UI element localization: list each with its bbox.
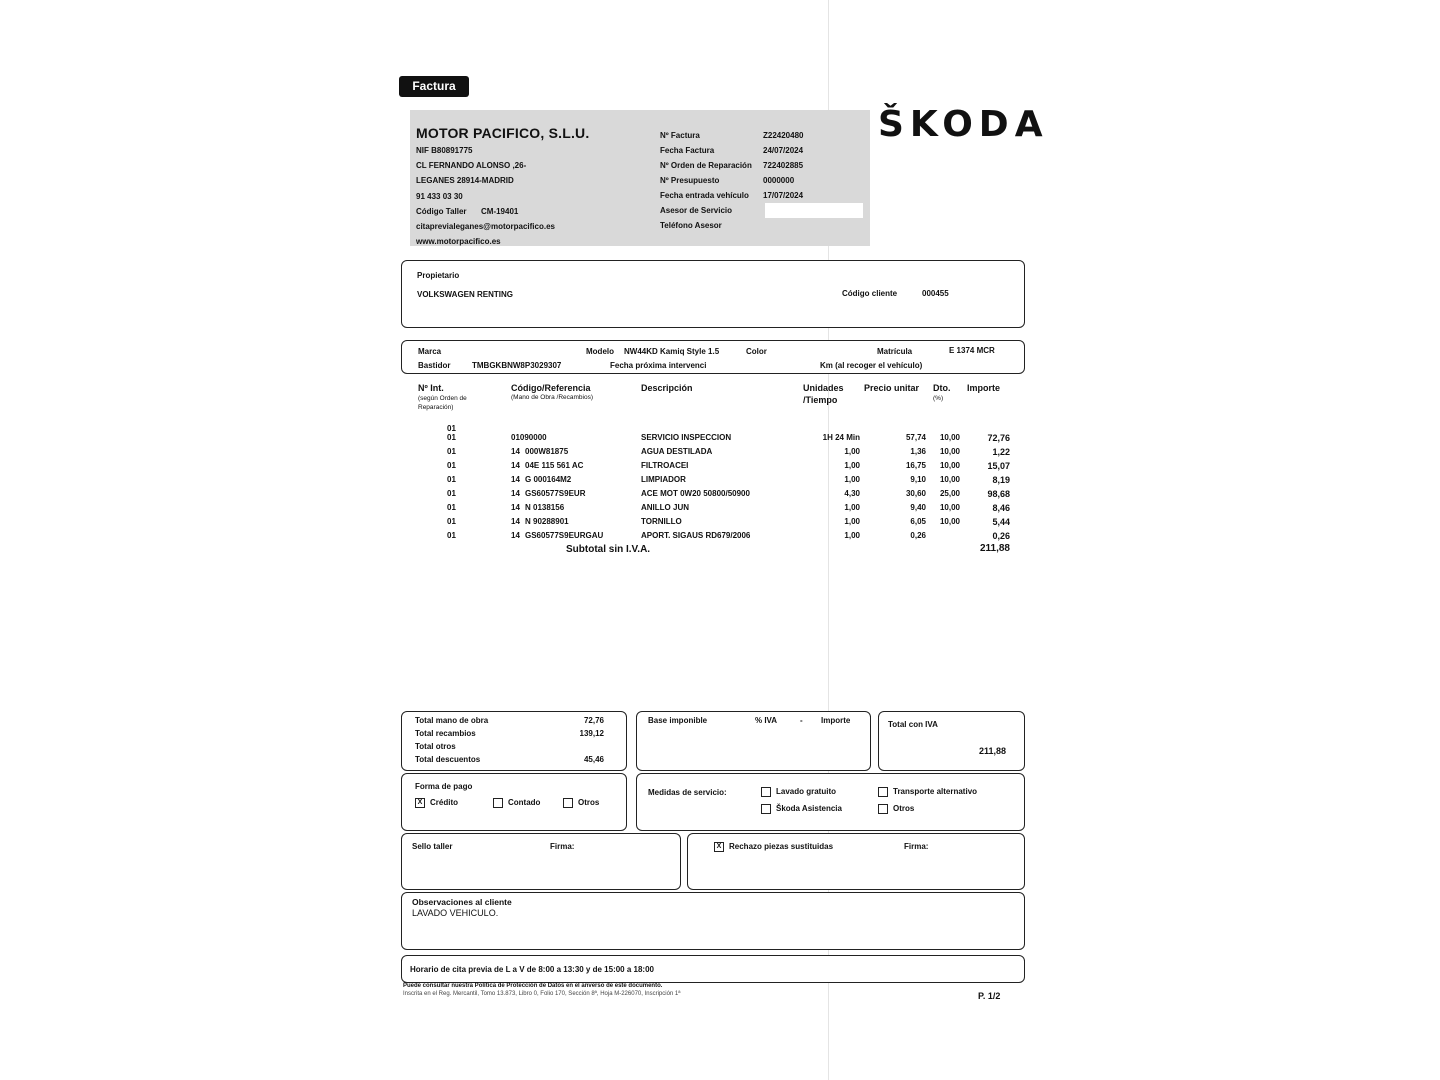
checkbox-checked-icon[interactable]: X <box>714 842 724 852</box>
observations-text: LAVADO VEHICULO. <box>412 908 499 918</box>
privacy-notice: Puede consultar nuestra Política de Protección de Datos en el anverso de este documento. <box>403 983 663 989</box>
subtotal-value: 211,88 <box>979 543 1010 554</box>
labor-total-label: Total mano de obra <box>415 716 489 725</box>
skoda-logo: ŠKODA <box>878 104 1049 145</box>
observations-label: Observaciones al cliente <box>412 897 512 907</box>
color-label: Color <box>746 347 767 356</box>
totals-box <box>401 711 627 771</box>
workshop-code-label: Código Taller <box>416 207 467 216</box>
km-label: Km (al recoger el vehículo) <box>820 361 923 370</box>
plate-value: E 1374 MCR <box>949 346 995 355</box>
document-type-badge: Factura <box>399 76 469 97</box>
parts-rejection-box <box>687 833 1025 890</box>
col-header-discount: Dto. <box>933 383 951 393</box>
rejection-signature-label: Firma: <box>904 842 929 851</box>
table-row: 01 14 N 0138156 ANILLO JUN 1,00 9,40 10,00 8,46 <box>447 503 1010 513</box>
model-label: Modelo <box>586 347 614 356</box>
company-address-line-1: CL FERNANDO ALONSO ,26- <box>416 161 527 170</box>
table-row: 01 14 G 000164M2 LIMPIADOR 1,00 9,10 10,00 8,19 <box>447 475 1010 485</box>
total-with-vat-value: 211,88 <box>978 746 1006 756</box>
model-value: NW44KD Kamiq Style 1.5 <box>624 347 720 356</box>
col-header-internal-number: Nº Int. <box>418 383 444 393</box>
company-name: MOTOR PACIFICO, S.L.U. <box>416 125 590 141</box>
next-service-label: Fecha próxima intervenci <box>610 361 707 370</box>
service-skoda-assistance-option[interactable]: Škoda Asistencia <box>761 804 842 814</box>
service-alt-transport-option[interactable]: Transporte alternativo <box>878 787 977 797</box>
registry-notice: Inscrita en el Reg. Mercantil, Tomo 13.873, Libro 0, Folio 170, Sección 8ª, Hoja M-226070, Inscripción 1ª <box>403 991 681 997</box>
col-header-discount-sub: (%) <box>933 395 944 402</box>
company-email: citaprevialeganes@motorpacifico.es <box>416 222 555 231</box>
vehicle-entry-date-label: Fecha entrada vehículo <box>660 191 749 200</box>
appointment-hours-text: Horario de cita previa de L a V de 8:00 a 13:30 y de 15:00 a 18:00 <box>410 965 654 974</box>
checkbox-icon[interactable] <box>761 804 771 814</box>
appointment-hours-box <box>401 955 1025 983</box>
checkbox-icon[interactable] <box>761 787 771 797</box>
company-phone: 91 433 03 30 <box>416 192 463 201</box>
plate-label: Matrícula <box>877 347 913 356</box>
service-measures-label: Medidas de servicio: <box>648 788 727 797</box>
col-header-internal-number-sub: (según Orden de Reparación) <box>418 395 467 411</box>
col-header-code: Código/Referencia <box>511 383 591 393</box>
table-row: 01 14 N 90288901 TORNILLO 1,00 6,05 10,00 5,44 <box>447 517 1010 527</box>
invoice-number-value: Z22420480 <box>763 131 804 140</box>
workshop-seal-box <box>401 833 681 890</box>
service-free-wash-option[interactable]: Lavado gratuito <box>761 787 836 797</box>
vehicle-entry-date-value: 17/07/2024 <box>763 191 804 200</box>
table-row: 01 14 GS60577S9EUR ACE MOT 0W20 50800/50900 4,30 30,60 25,00 98,68 <box>447 489 1010 499</box>
company-nif: NIF B80891775 <box>416 146 473 155</box>
observations-box <box>401 892 1025 950</box>
quote-number-value: 0000000 <box>763 176 795 185</box>
seal-signature-label: Firma: <box>550 842 575 851</box>
total-with-vat-box <box>878 711 1025 771</box>
table-row: 01 14 04E 115 561 AC FILTROACEI 1,00 16,75 10,00 15,07 <box>447 461 1010 471</box>
table-row: 01 01090000 SERVICIO INSPECCION 1H 24 Min 57,74 10,00 72,76 <box>447 433 1010 443</box>
discount-total-label: Total descuentos <box>415 755 481 764</box>
checkbox-icon[interactable] <box>878 787 888 797</box>
workshop-seal-label: Sello taller <box>412 842 453 851</box>
advisor-phone-label: Teléfono Asesor <box>660 221 722 230</box>
col-header-units: Unidades <box>803 383 844 393</box>
invoice-date-label: Fecha Factura <box>660 146 715 155</box>
company-website: www.motorpacifico.es <box>416 237 501 246</box>
vin-label: Bastidor <box>418 361 451 370</box>
checkbox-icon[interactable] <box>878 804 888 814</box>
payment-cash-option[interactable]: Contado <box>493 798 540 808</box>
checkbox-checked-icon[interactable]: X <box>415 798 425 808</box>
workshop-code-value: CM-19401 <box>481 207 519 216</box>
labor-total-value: 72,76 <box>583 716 604 725</box>
table-row: 01 14 GS60577S9EURGAU APORT. SIGAUS RD679/2006 1,00 0,26 0,26 <box>447 531 1010 541</box>
client-code-label: Código cliente <box>842 289 898 298</box>
col-header-description: Descripción <box>641 383 693 393</box>
payment-method-box <box>401 773 627 831</box>
service-other-option[interactable]: Otros <box>878 804 914 814</box>
subtotal-label: Subtotal sin I.V.A. <box>566 544 651 555</box>
total-with-vat-label: Total con IVA <box>888 720 938 729</box>
invoice-number-label: Nº Factura <box>660 131 700 140</box>
lead-row-number: 01 <box>447 424 456 433</box>
owner-label: Propietario <box>417 271 460 280</box>
invoice-date-value: 24/07/2024 <box>763 146 804 155</box>
vehicle-box <box>401 340 1025 374</box>
vat-amount-label: Importe <box>821 716 851 725</box>
service-measures-box <box>636 773 1025 831</box>
col-header-unit-price: Precio unitar <box>864 383 920 393</box>
parts-total-label: Total recambios <box>415 729 476 738</box>
payment-credit-option[interactable]: X Crédito <box>415 798 458 808</box>
owner-box <box>401 260 1025 328</box>
owner-name: VOLKSWAGEN RENTING <box>417 290 514 299</box>
vin-value: TMBGKBNW8P3029307 <box>472 361 562 370</box>
checkbox-icon[interactable] <box>563 798 573 808</box>
page-number: P. 1/2 <box>978 991 1001 1001</box>
parts-total-value: 139,12 <box>579 729 604 738</box>
brand-label: Marca <box>418 347 442 356</box>
col-header-amount: Importe <box>967 383 1001 393</box>
discount-total-value: 45,46 <box>583 755 604 764</box>
company-address-line-2: LEGANES 28914-MADRID <box>416 176 514 185</box>
other-total-label: Total otros <box>415 742 456 751</box>
service-advisor-redaction <box>765 203 863 218</box>
service-advisor-label: Asesor de Servicio <box>660 206 733 215</box>
repair-order-label: Nº Orden de Reparación <box>660 161 752 170</box>
checkbox-icon[interactable] <box>493 798 503 808</box>
vat-percent-label: % IVA <box>755 716 778 725</box>
vat-box <box>636 711 871 771</box>
payment-other-option[interactable]: Otros <box>563 798 599 808</box>
payment-method-label: Forma de pago <box>415 782 473 791</box>
table-row: 01 14 000W81875 AGUA DESTILADA 1,00 1,36 10,00 1,22 <box>447 447 1010 457</box>
quote-number-label: Nº Presupuesto <box>660 176 720 185</box>
vat-dash: - <box>800 716 803 725</box>
col-header-time: /Tiempo <box>803 395 838 405</box>
tax-base-label: Base imponible <box>648 716 708 725</box>
client-code-value: 000455 <box>922 289 949 298</box>
repair-order-value: 722402885 <box>763 161 804 170</box>
col-header-code-sub: (Mano de Obra /Recambios) <box>511 394 594 401</box>
parts-rejection-option[interactable]: X Rechazo piezas sustituidas <box>714 842 833 852</box>
